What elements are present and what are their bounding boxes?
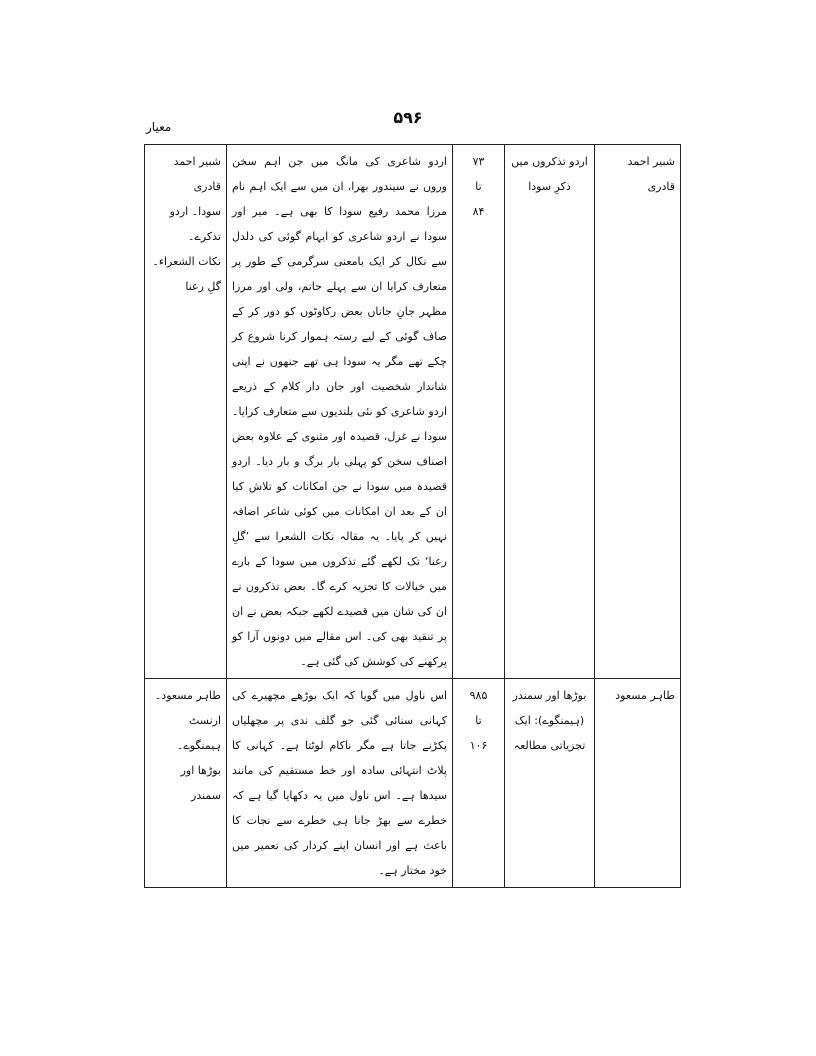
author-cell — [595, 679, 681, 888]
page-range-word: تا — [475, 180, 482, 193]
article-title: بوڑھا اور سمندر (ہیمنگوے): ایک تجزیاتی مطالعہ — [512, 689, 587, 752]
page-end: ۸۴ — [472, 205, 485, 218]
author-name: طاہر مسعود — [615, 689, 675, 702]
page-number: ۵۹۶ — [393, 108, 423, 127]
article-summary: اس ناول میں گویا کہ ایک بوڑھے مچھیرے کی کہانی سنائی گئی جو گلف ندی پر مچھلیاں پکڑنے جاتا ہے مگر ناکام لوٹتا ہے۔ کہانی کا پلاٹ انتہائی سادہ اور خط مستقیم کی مانند سیدھا ہے۔ اس ناول میں یہ دکھایا گیا ہے کہ خطرے سے بھڑ جانا ہی خطرے سے نجات کا باعث ہے اور انسان اپنے کردار کی تعمیر میں خود مختار ہے۔ — [232, 689, 447, 877]
reference-item: ارنسٹ ہیمنگوے۔ — [176, 714, 221, 752]
reference-item: نکات الشعراء۔ — [152, 255, 221, 268]
author-name: شبیر احمد قادری — [627, 155, 675, 193]
table-row — [145, 145, 681, 679]
reference-item: تذکرے۔ — [187, 230, 221, 243]
article-index-table — [144, 144, 681, 888]
references-cell — [145, 145, 227, 679]
references-cell — [145, 679, 227, 888]
author-cell — [595, 145, 681, 679]
reference-item: گلِ رعنا — [185, 280, 221, 293]
pages-cell — [453, 145, 505, 679]
title-cell — [505, 145, 595, 679]
reference-item: سودا۔ اردو — [169, 205, 221, 218]
pages-cell — [453, 679, 505, 888]
summary-cell — [227, 679, 453, 888]
page-start: ۷۳ — [472, 155, 485, 168]
article-summary: اردو شاعری کی مانگ میں جن اہم سخن وروں نے سیندور بھرا، ان میں سے ایک اہم نام مرزا محمد رفیع سودا کا بھی ہے۔ میر اور سودا نے اردو شاعری کو ایہام گوئی کی دلدل سے نکال کر ایک بامعنی سرگرمی کے طور پر متعارف کرایا ان سے پہلے حاتم، ولی اور مرزا مظہر جانِ جاناں بعض رکاوٹوں کو دور کر کے صاف گوئی کے لیے رستہ ہموار کرنا شروع کر چکے تھے مگر یہ سودا ہی تھے جنھوں نے اپنی شاندار شخصیت اور جان دار کلام کے ذریعے اردو شاعری کو نئی بلندیوں سے متعارف کرایا۔ سودا نے غزل، قصیدہ اور مثنوی کے علاوہ بعض اصناف سخن کو پہلی بار برگ و بار دیا۔ اردو قصیدہ میں سودا نے جن امکانات کو تلاش کیا ان کے بعد ان امکانات میں کوئی شاعر اضافہ نہیں کر پایا۔ یہ مقالہ نکات الشعرا سے ’گلِ رعنا‘ تک لکھے گئے تذکروں میں سودا کے بارے میں خیالات کا تجزیہ کرے گا۔ بعض تذکروں نے ان کی شان میں قصیدے لکھے جبکہ بعض نے ان پر تنقید بھی کی۔ اس مقالے میں دونوں آرا کو پرکھنے کی کوشش کی گئی ہے۔ — [232, 155, 447, 668]
page-range-word: تا — [475, 714, 482, 727]
page-end: ۱۰۶ — [469, 739, 488, 752]
page-start: ۹۸۵ — [469, 689, 488, 702]
article-title: اردو تذکروں میں ذکرِ سودا — [511, 155, 588, 193]
journal-name: معیار — [146, 120, 172, 134]
reference-item: طاہر مسعود۔ — [154, 689, 221, 702]
title-cell — [505, 679, 595, 888]
summary-cell — [227, 145, 453, 679]
reference-item: بوڑھا اور سمندر — [180, 764, 221, 802]
reference-author: شبیر احمد قادری — [173, 155, 221, 193]
table-row — [145, 679, 681, 888]
